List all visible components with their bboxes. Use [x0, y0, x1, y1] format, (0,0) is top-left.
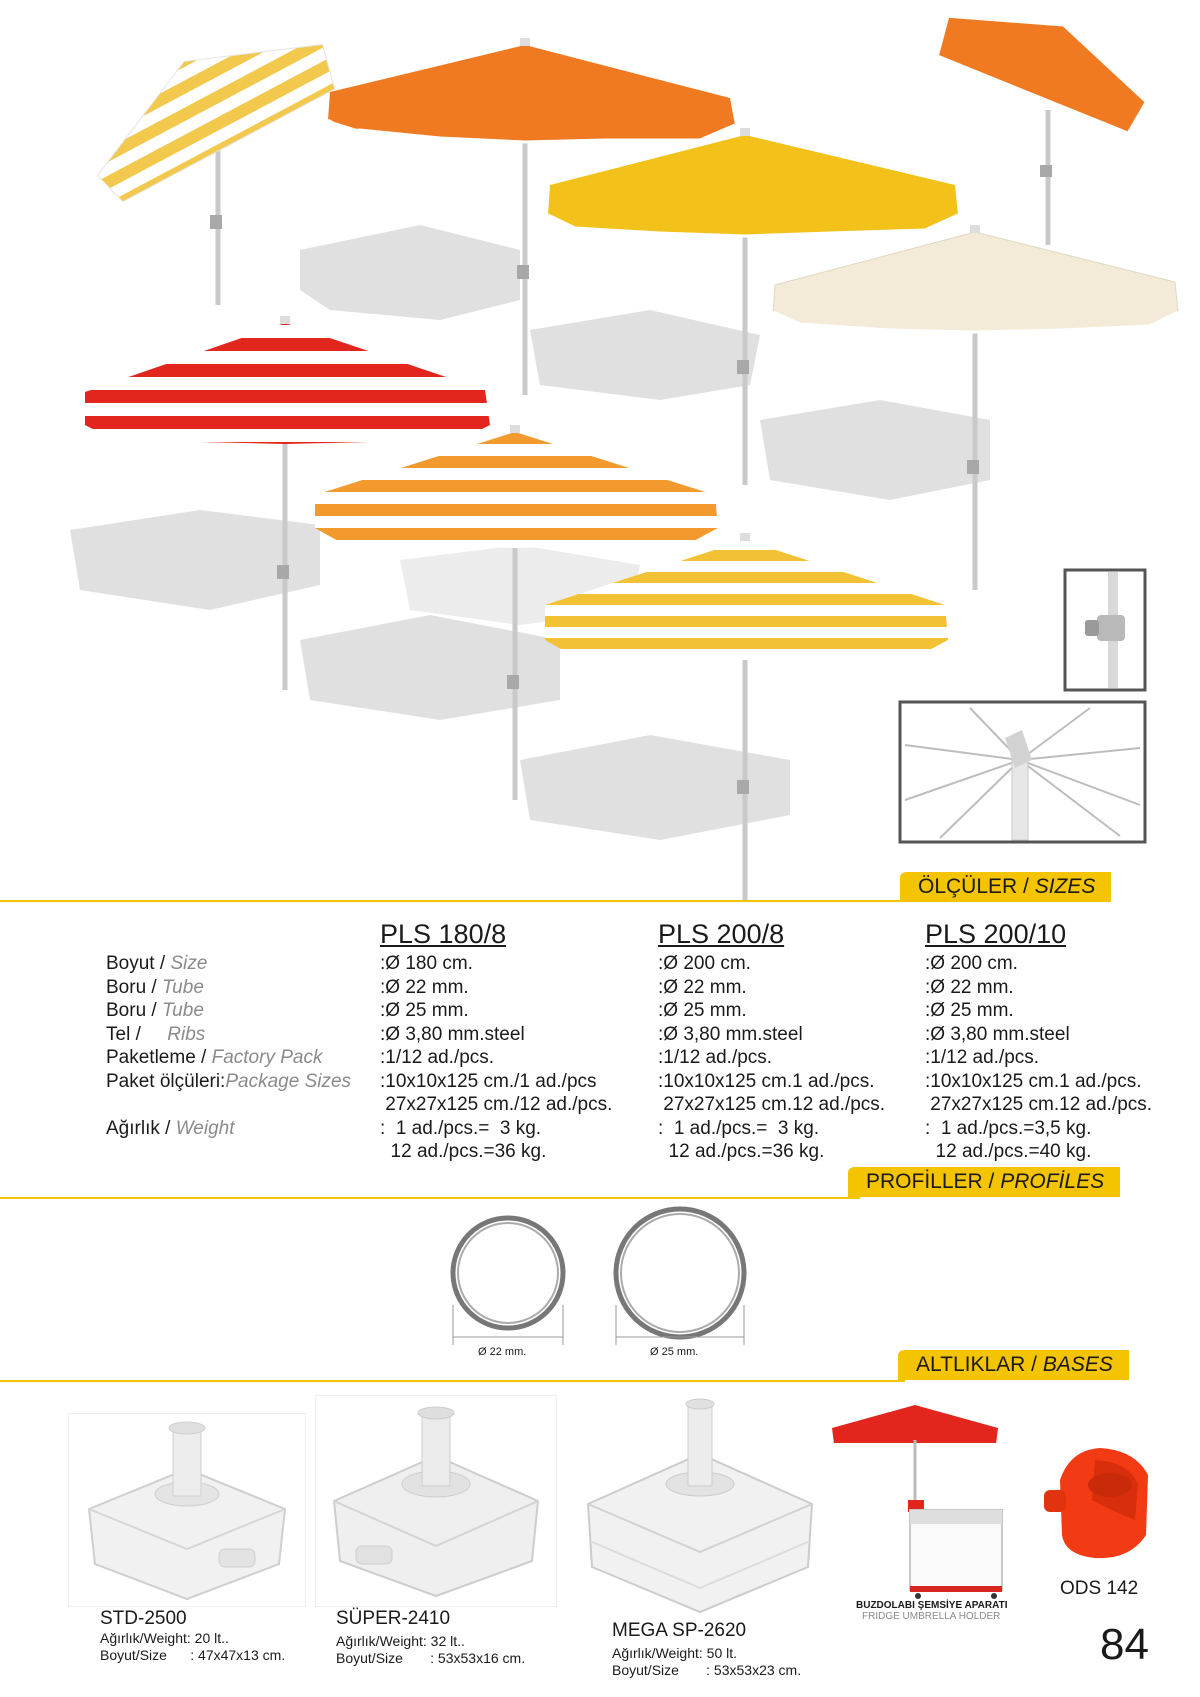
spec-value: :Ø 3,80 mm.steel [925, 1023, 1070, 1045]
sizes-divider [0, 900, 905, 902]
spec-label-row [106, 952, 351, 976]
detail-pole-clamp-photo [1065, 570, 1145, 690]
sizes-title-en: SIZES [1034, 875, 1096, 898]
spec-value: :Ø 200 cm. [658, 953, 751, 974]
umbrella-yellow [548, 128, 958, 236]
fridge-holder-title-tr: BUZDOLABI ŞEMSİYE APARATI [856, 1600, 1008, 1611]
spec-value: :Ø 25 mm. [658, 1000, 747, 1021]
spec-label-en: Tube [161, 976, 204, 998]
spec-value: :10x10x125 cm.1 ad./pcs. [925, 1070, 1142, 1092]
spec-value: :1/12 ad./pcs. [380, 1047, 495, 1068]
spec-label-row [106, 1046, 351, 1070]
spec-label-en: Factory Pack [211, 1047, 323, 1068]
tube-profile-drawings [440, 1205, 760, 1365]
tube-profile-25 [616, 1209, 744, 1345]
umbrella-red-striped [85, 316, 490, 444]
spec-label-en: Weight [175, 1117, 235, 1139]
spec-label-tr: Tel / [106, 1023, 141, 1045]
fridge-holder-title-en: FRIDGE UMBRELLA HOLDER [862, 1611, 1001, 1622]
spec-value: :Ø 3,80 mm.steel [380, 1023, 525, 1045]
spec-value: 27x27x125 cm.12 ad./pcs. [658, 1094, 886, 1115]
spec-label-en: Ribs [167, 1023, 206, 1045]
profiles-title-tr: PROFİLLER / [866, 1170, 995, 1193]
base-mega-sp-2620-name: MEGA SP-2620 [612, 1620, 747, 1641]
spec-value: : 1 ad./pcs.=3,5 kg. [925, 1117, 1092, 1139]
base-std-2500-name: STD-2500 [100, 1608, 187, 1629]
spec-value: :1/12 ad./pcs. [925, 1047, 1040, 1068]
base-mega-sp-2620-photo [580, 1392, 820, 1617]
profiles-title-en: PROFİLES [1000, 1170, 1105, 1193]
model-name-pls-180-8: PLS 180/8 [380, 919, 507, 949]
spec-label-tr: Boyut / [106, 953, 166, 974]
umbrella-yellow-striped-tilted [69, 0, 343, 206]
spec-label-en: Size [170, 953, 208, 974]
spec-label-tr: Ağırlık / [106, 1117, 171, 1139]
sizes-section-title [900, 872, 1111, 902]
page-number: 84 [1100, 1620, 1149, 1669]
spec-value: :Ø 22 mm. [658, 976, 747, 998]
spec-value: :10x10x125 cm./1 ad./pcs [380, 1070, 597, 1092]
model-name-pls-200-10: PLS 200/10 [925, 919, 1067, 949]
umbrella-orange-striped [315, 425, 718, 548]
spec-value: :Ø 25 mm. [925, 1000, 1014, 1021]
spec-label-row [106, 1093, 351, 1117]
spec-value: :Ø 3,80 mm.steel [658, 1023, 803, 1045]
spec-label-en: Tube [161, 1000, 204, 1021]
ods-142-name: ODS 142 [1060, 1578, 1139, 1599]
bases-title-en: BASES [1042, 1353, 1113, 1376]
umbrella-orange [328, 38, 735, 142]
tube-profile-25-label: Ø 25 mm. [650, 1346, 699, 1358]
spec-label-en: Package Sizes [225, 1070, 352, 1092]
spec-values-pls-200-10 [925, 952, 1152, 1164]
spec-label-row [106, 1117, 351, 1141]
spec-value: :10x10x125 cm.1 ad./pcs. [658, 1070, 875, 1092]
spec-values-pls-200-8 [658, 952, 885, 1164]
spec-value: 12 ad./pcs.=36 kg. [380, 1141, 547, 1162]
base-mega-sp-2620-size: Boyut/Size : 53x53x23 cm. [612, 1662, 802, 1678]
base-super-2410-photo [315, 1395, 557, 1607]
base-std-2500-size: Boyut/Size : 47x47x13 cm. [100, 1647, 286, 1663]
fridge-umbrella-holder-photo [830, 1400, 1030, 1600]
base-std-2500-photo [68, 1413, 306, 1607]
spec-value: 12 ad./pcs.=36 kg. [658, 1141, 825, 1162]
spec-value: 27x27x125 cm./12 ad./pcs. [380, 1094, 613, 1115]
base-std-2500-weight: Ağırlık/Weight: 20 lt.. [100, 1630, 229, 1646]
spec-values-pls-180-8 [380, 952, 612, 1164]
spec-label-tr: Paket ölçüleri: [106, 1070, 226, 1092]
spec-value: :Ø 22 mm. [380, 976, 469, 998]
spec-label-row [106, 1023, 351, 1047]
base-super-2410-size: Boyut/Size : 53x53x16 cm. [336, 1650, 526, 1666]
profiles-section-title [848, 1167, 1120, 1197]
umbrella-yellow-striped [545, 533, 948, 660]
spec-label-tr: Paketleme / [106, 1047, 207, 1068]
tube-profile-22 [453, 1218, 563, 1345]
model-name-pls-200-8: PLS 200/8 [658, 919, 785, 949]
bases-title-tr: ALTLIKLAR / [916, 1353, 1037, 1376]
base-super-2410-name: SÜPER-2410 [336, 1608, 451, 1629]
spec-value: :Ø 180 cm. [380, 953, 473, 974]
spec-value: : 1 ad./pcs.= 3 kg. [658, 1117, 820, 1139]
spec-label-row [106, 999, 351, 1023]
bases-divider [0, 1380, 905, 1382]
detail-ribs-photo [900, 702, 1145, 842]
bases-section-title [898, 1350, 1129, 1380]
spec-value: :Ø 22 mm. [925, 976, 1014, 998]
base-mega-sp-2620-weight: Ağırlık/Weight: 50 lt. [612, 1645, 738, 1661]
spec-label-row [106, 1070, 351, 1094]
profiles-divider [0, 1197, 860, 1199]
spec-value: :Ø 25 mm. [380, 1000, 469, 1021]
spec-value: : 1 ad./pcs.= 3 kg. [380, 1117, 542, 1139]
tube-profile-22-label: Ø 22 mm. [478, 1346, 527, 1358]
spec-value: :Ø 200 cm. [925, 953, 1018, 974]
base-super-2410-weight: Ağırlık/Weight: 32 lt.. [336, 1633, 465, 1649]
spec-value: 12 ad./pcs.=40 kg. [925, 1141, 1092, 1162]
spec-label-row [106, 976, 351, 1000]
spec-label-tr: Boru / [106, 1000, 157, 1021]
sizes-title-tr: ÖLÇÜLER / [918, 875, 1029, 898]
spec-value: :1/12 ad./pcs. [658, 1047, 773, 1068]
spec-label-tr: Boru / [106, 976, 157, 998]
umbrella-cream [773, 225, 1178, 332]
spec-labels [106, 952, 351, 1140]
ods-142-photo [1040, 1440, 1160, 1565]
spec-value: 27x27x125 cm.12 ad./pcs. [925, 1094, 1153, 1115]
